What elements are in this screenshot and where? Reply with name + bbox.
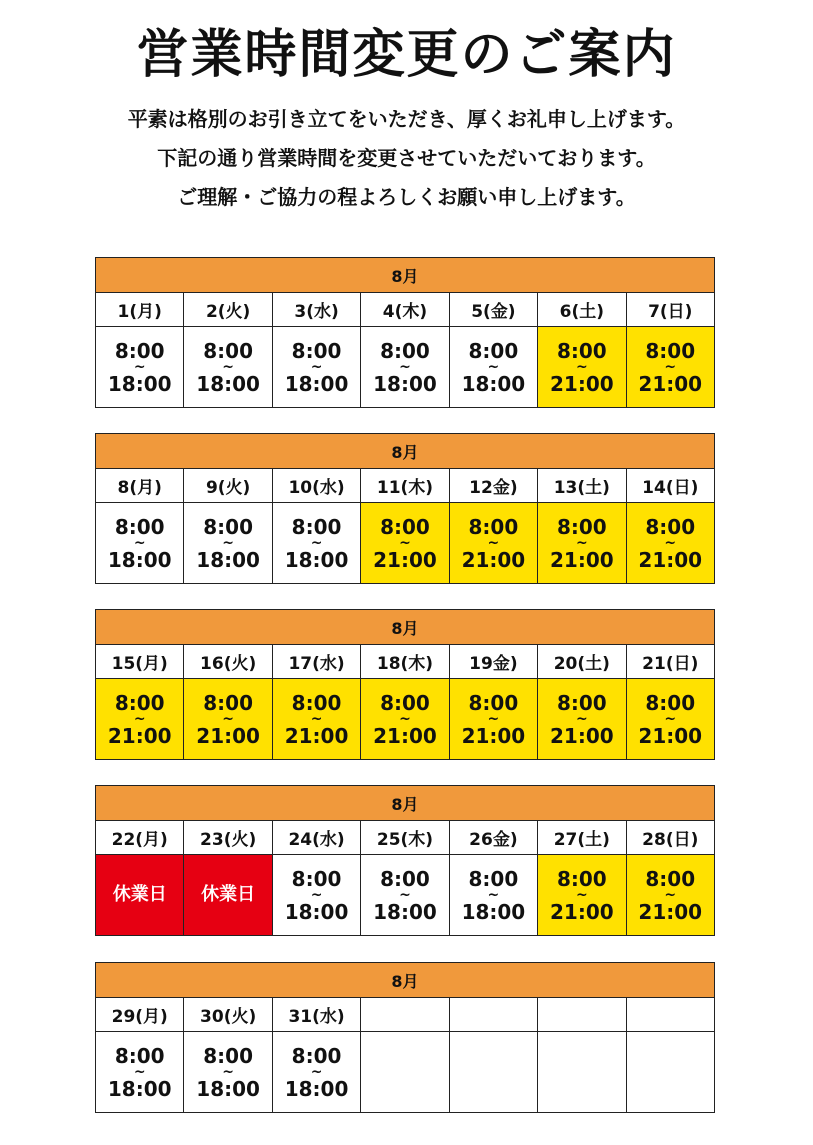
open-time: 8:00	[645, 514, 696, 539]
day-label: 5(金)	[449, 293, 537, 327]
day-label	[449, 998, 537, 1032]
close-time: 18:00	[461, 371, 526, 396]
empty-cell	[626, 1032, 714, 1113]
hours-separator: ~	[133, 534, 146, 551]
day-label: 28(日)	[626, 821, 714, 855]
hours-cell	[626, 327, 714, 408]
day-label: 4(木)	[361, 293, 449, 327]
open-time: 8:00	[203, 338, 253, 363]
hours-cell	[626, 679, 714, 760]
week-table	[95, 433, 715, 584]
open-time: 8:00	[645, 866, 696, 891]
hours-separator: ~	[664, 886, 677, 903]
week-table	[95, 962, 715, 1113]
hours-separator: ~	[222, 1063, 234, 1080]
hours-row	[96, 327, 715, 408]
open-time: 8:00	[556, 690, 607, 715]
day-label: 12金)	[449, 469, 537, 503]
day-label: 15(月)	[96, 645, 184, 679]
open-time: 8:00	[468, 514, 519, 539]
hours-separator: ~	[310, 886, 323, 903]
hours-row	[96, 679, 715, 760]
day-label: 16(火)	[184, 645, 272, 679]
hours-row	[96, 1032, 715, 1113]
open-time: 8:00	[291, 338, 342, 363]
open-time: 8:00	[556, 866, 607, 891]
hours-separator: ~	[310, 534, 323, 551]
month-header: 8月	[96, 786, 715, 821]
hours-cell	[184, 327, 272, 408]
day-row	[96, 469, 715, 503]
close-time: 21:00	[549, 899, 614, 924]
day-label: 26金)	[449, 821, 537, 855]
hours-cell	[626, 855, 714, 936]
open-time: 8:00	[556, 514, 607, 539]
close-time: 21:00	[373, 723, 437, 748]
close-time: 18:00	[196, 1076, 260, 1101]
hours-separator: ~	[133, 358, 146, 375]
hours-cell	[96, 503, 184, 584]
hours-separator: ~	[222, 358, 234, 375]
close-time: 18:00	[284, 1076, 349, 1101]
month-row	[96, 610, 715, 645]
day-label: 25(木)	[361, 821, 449, 855]
close-time: 21:00	[638, 723, 703, 748]
open-time: 8:00	[114, 690, 165, 715]
open-time: 8:00	[114, 514, 165, 539]
day-label: 20(土)	[538, 645, 626, 679]
close-time: 21:00	[284, 723, 349, 748]
month-row	[96, 786, 715, 821]
hours-cell	[184, 503, 272, 584]
day-label: 23(火)	[184, 821, 272, 855]
day-label	[361, 998, 449, 1032]
hours-separator: ~	[399, 358, 411, 375]
hours-cell	[449, 327, 537, 408]
hours-separator: ~	[310, 710, 323, 727]
week-table	[95, 785, 715, 936]
open-time: 8:00	[468, 866, 519, 891]
close-time: 18:00	[373, 899, 437, 924]
hours-cell	[538, 327, 626, 408]
day-label	[626, 998, 714, 1032]
hours-cell	[361, 503, 449, 584]
hours-separator: ~	[222, 710, 234, 727]
page-title: 営業時間変更のご案内	[136, 25, 677, 85]
intro-line: 下記の通り営業時間を変更させていただいております。	[157, 146, 656, 170]
close-time: 21:00	[461, 547, 526, 572]
open-time: 8:00	[291, 866, 342, 891]
open-time: 8:00	[645, 338, 696, 363]
hours-cell	[538, 855, 626, 936]
close-time: 18:00	[107, 371, 172, 396]
open-time: 8:00	[380, 338, 430, 363]
hours-separator: ~	[575, 358, 588, 375]
week-table	[95, 609, 715, 760]
hours-cell	[96, 327, 184, 408]
hours-separator: ~	[664, 358, 677, 375]
day-label: 9(火)	[184, 469, 272, 503]
close-time: 18:00	[107, 547, 172, 572]
closed-label: 休業日	[112, 884, 167, 905]
hours-cell	[96, 679, 184, 760]
empty-cell	[361, 1032, 449, 1113]
hours-cell	[449, 855, 537, 936]
hours-separator: ~	[487, 534, 500, 551]
close-time: 18:00	[196, 547, 260, 572]
hours-cell	[361, 327, 449, 408]
hours-separator: ~	[575, 710, 588, 727]
hours-cell	[538, 679, 626, 760]
open-time: 8:00	[203, 1043, 253, 1068]
day-label: 14(日)	[626, 469, 714, 503]
hours-separator: ~	[664, 534, 677, 551]
hours-separator: ~	[487, 710, 500, 727]
day-row	[96, 821, 715, 855]
month-row	[96, 963, 715, 998]
hours-cell	[272, 679, 360, 760]
hours-separator: ~	[575, 886, 588, 903]
hours-cell	[626, 503, 714, 584]
day-row	[96, 645, 715, 679]
close-time: 21:00	[549, 547, 614, 572]
intro-text	[0, 100, 813, 217]
hours-cell	[361, 679, 449, 760]
day-label: 3(水)	[272, 293, 360, 327]
day-label: 2(火)	[184, 293, 272, 327]
close-time: 18:00	[373, 371, 437, 396]
close-time: 21:00	[107, 723, 172, 748]
close-time: 18:00	[284, 371, 349, 396]
close-time: 21:00	[549, 371, 614, 396]
hours-separator: ~	[575, 534, 588, 551]
close-time: 18:00	[284, 899, 349, 924]
day-label: 11(木)	[361, 469, 449, 503]
hours-cell	[449, 679, 537, 760]
month-header: 8月	[96, 963, 715, 998]
day-label: 27(土)	[538, 821, 626, 855]
close-time: 18:00	[107, 1076, 172, 1101]
hours-cell	[272, 1032, 360, 1113]
hours-separator: ~	[399, 886, 411, 903]
open-time: 8:00	[468, 338, 519, 363]
closed-label: 休業日	[201, 884, 256, 905]
hours-separator: ~	[664, 710, 677, 727]
close-time: 21:00	[373, 547, 437, 572]
open-time: 8:00	[380, 866, 430, 891]
month-header: 8月	[96, 610, 715, 645]
day-label: 31(水)	[272, 998, 360, 1032]
day-label: 13(土)	[538, 469, 626, 503]
open-time: 8:00	[380, 690, 430, 715]
closed-cell	[184, 855, 272, 936]
hours-cell	[184, 679, 272, 760]
close-time: 21:00	[196, 723, 260, 748]
day-label: 19金)	[449, 645, 537, 679]
day-label: 7(日)	[626, 293, 714, 327]
hours-separator: ~	[133, 1063, 146, 1080]
week-table	[95, 257, 715, 408]
day-label: 8(月)	[96, 469, 184, 503]
close-time: 18:00	[284, 547, 349, 572]
open-time: 8:00	[114, 338, 165, 363]
day-label: 1(月)	[96, 293, 184, 327]
hours-separator: ~	[310, 358, 323, 375]
close-time: 18:00	[196, 371, 260, 396]
hours-row	[96, 855, 715, 936]
open-time: 8:00	[203, 514, 253, 539]
day-label: 18(木)	[361, 645, 449, 679]
day-label: 24(水)	[272, 821, 360, 855]
open-time: 8:00	[291, 690, 342, 715]
open-time: 8:00	[203, 690, 253, 715]
open-time: 8:00	[556, 338, 607, 363]
day-label: 29(月)	[96, 998, 184, 1032]
day-label: 22(月)	[96, 821, 184, 855]
day-label: 6(土)	[538, 293, 626, 327]
day-row	[96, 998, 715, 1032]
open-time: 8:00	[291, 514, 342, 539]
hours-cell	[272, 855, 360, 936]
hours-separator: ~	[399, 710, 411, 727]
hours-separator: ~	[399, 534, 411, 551]
close-time: 21:00	[638, 371, 703, 396]
hours-cell	[538, 503, 626, 584]
close-time: 21:00	[638, 899, 703, 924]
open-time: 8:00	[468, 690, 519, 715]
intro-line: ご理解・ご協力の程よろしくお願い申し上げます。	[177, 185, 636, 209]
day-label	[538, 998, 626, 1032]
day-label: 21(日)	[626, 645, 714, 679]
day-label: 10(水)	[272, 469, 360, 503]
hours-cell	[361, 855, 449, 936]
closed-cell	[96, 855, 184, 936]
hours-cell	[96, 1032, 184, 1113]
month-row	[96, 434, 715, 469]
day-label: 17(水)	[272, 645, 360, 679]
hours-separator: ~	[310, 1063, 323, 1080]
hours-separator: ~	[487, 358, 500, 375]
empty-cell	[449, 1032, 537, 1113]
hours-separator: ~	[222, 534, 234, 551]
month-row	[96, 258, 715, 293]
month-header: 8月	[96, 434, 715, 469]
hours-cell	[272, 327, 360, 408]
hours-separator: ~	[487, 886, 500, 903]
day-label: 30(火)	[184, 998, 272, 1032]
close-time: 18:00	[461, 899, 526, 924]
hours-cell	[272, 503, 360, 584]
hours-cell	[449, 503, 537, 584]
hours-cell	[184, 1032, 272, 1113]
close-time: 21:00	[461, 723, 526, 748]
hours-separator: ~	[133, 710, 146, 727]
open-time: 8:00	[645, 690, 696, 715]
month-header: 8月	[96, 258, 715, 293]
hours-row	[96, 503, 715, 584]
open-time: 8:00	[291, 1043, 342, 1068]
open-time: 8:00	[114, 1043, 165, 1068]
close-time: 21:00	[549, 723, 614, 748]
intro-line: 平素は格別のお引き立てをいただき、厚くお礼申し上げます。	[127, 107, 686, 131]
empty-cell	[538, 1032, 626, 1113]
open-time: 8:00	[380, 514, 430, 539]
day-row	[96, 293, 715, 327]
close-time: 21:00	[638, 547, 703, 572]
